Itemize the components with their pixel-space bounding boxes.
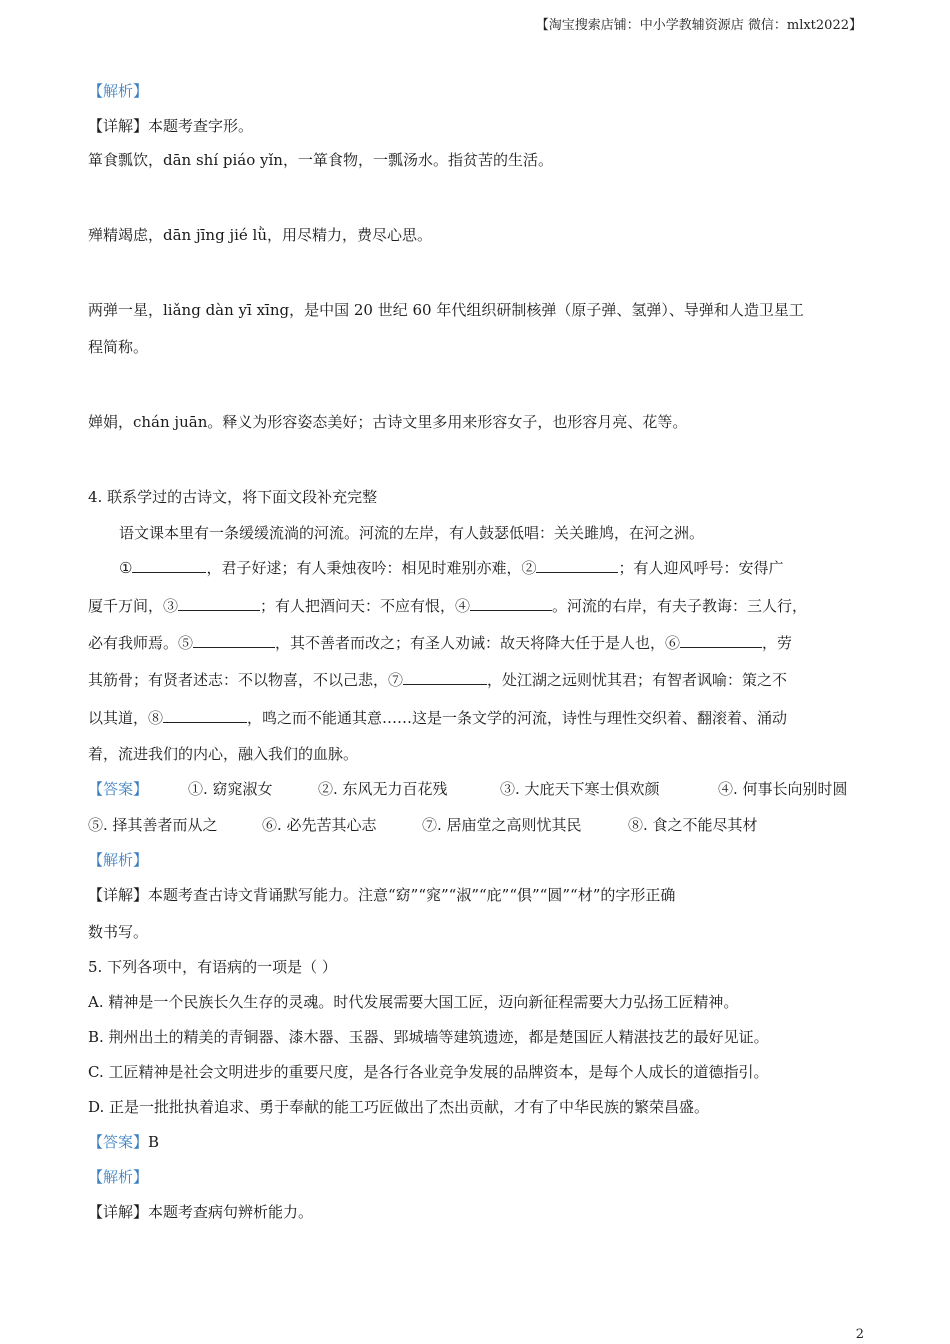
question-title: 5. 下列各项中，有语病的一项是（ ） [88,958,337,976]
passage-line [88,631,792,654]
passage-line [88,706,787,729]
answer-tag: 【答案】 [88,1133,149,1151]
option-a: A. 精神是一个民族长久生存的灵魂。时代发展需要大国工匠，迈向新征程需要大力弘扬工匠精神。 [88,993,739,1011]
fill-blank-3[interactable] [178,594,260,611]
page-number: 2 [855,1327,864,1342]
passage-text: ，处江湖之远则忧其君；有智者讽喻：策之不 [487,671,788,689]
answer-tag: 【答案】 [88,780,149,798]
passage-line [88,594,807,617]
page-header: 【淘宝搜索店铺：中小学教辅资源店 微信：mlxt2022】 [535,18,862,33]
fill-blank-6[interactable] [680,631,762,648]
explanation-line: 两弹一星，liǎng dàn yī xīng，是中国 20 世纪 60 年代组织研制核弹（原子弹、氢弹）、导弹和人造卫星工 [88,301,804,319]
passage-text: ，劳 [762,634,793,652]
fill-blank-7[interactable] [403,668,487,685]
passage-text: ；有人迎风呼号：安得广 [618,559,784,577]
passage-text: ，君子好逑；有人秉烛夜吟：相见时难别亦难，② [206,559,537,577]
answer-item: ⑧. 食之不能尽其材 [628,816,758,834]
fill-blank-4[interactable] [470,594,552,611]
passage-text: 厦千万间，③ [88,597,179,615]
answer-item: ①. 窈窕淑女 [188,780,273,798]
fill-blank-1[interactable] [132,556,206,573]
fill-blank-8[interactable] [163,706,247,723]
answer-item: ②. 东风无力百花残 [318,780,448,798]
answer-item: ⑤. 择其善者而从之 [88,816,218,834]
option-b: B. 荆州出土的精美的青铜器、漆木器、玉器、郢城墙等建筑遗迹，都是楚国匠人精湛技艺的最好见证。 [88,1028,769,1046]
answer-item: ⑦. 居庙堂之高则忧其民 [422,816,582,834]
question-title: 4. 联系学过的古诗文，将下面文段补充完整 [88,488,378,506]
detail-line: 【详解】本题考查病句辨析能力。 [88,1203,314,1221]
passage-line [119,556,783,579]
fill-blank-5[interactable] [193,631,275,648]
fill-blank-2[interactable] [536,556,618,573]
option-c: C. 工匠精神是社会文明进步的重要尺度，是各行各业竞争发展的品牌资本，是每个人成长的道德指引。 [88,1063,769,1081]
detail-line: 数书写。 [88,923,149,941]
answer-item: ⑥. 必先苦其心志 [262,816,377,834]
answer-item: ③. 大庇天下寒士俱欢颜 [500,780,660,798]
explanation-line: 殚精竭虑，dān jīng jié lǜ，用尽精力，费尽心思。 [88,226,433,244]
detail-line: 【详解】本题考查古诗文背诵默写能力。注意“窈”“窕”“淑”“庇”“俱”“圆”“材”的字形正确 [88,886,676,904]
passage-line [88,668,787,691]
analysis-tag: 【解析】 [88,82,149,100]
passage-text: 以其道，⑧ [88,709,164,727]
answer-row [88,814,868,836]
explanation-line: 婵娟，chán juān。释义为形容姿态美好；古诗文里多用来形容女子，也形容月亮、花等。 [88,413,688,431]
passage-text: 其筋骨；有贤者述志：不以物喜，不以己悲，⑦ [88,671,404,689]
analysis-tag: 【解析】 [88,1168,149,1186]
passage-text: ；有人把酒问天：不应有恨，④ [260,597,471,615]
blank-marker: ① [119,559,133,577]
passage-text: ，鸣之而不能通其意……这是一条文学的河流，诗性与理性交织着、翻滚着、涌动 [247,709,788,727]
passage-text: 必有我师焉。⑤ [88,634,194,652]
answer-row [88,778,868,800]
passage-line: 着，流进我们的内心，融入我们的血脉。 [88,745,359,763]
passage-line: 语文课本里有一条缓缓流淌的河流。河流的左岸，有人鼓瑟低唱：关关雎鸠，在河之洲。 [119,524,705,542]
explanation-line: 箪食瓢饮，dān shí piáo yǐn，一箪食物，一瓢汤水。指贫苦的生活。 [88,151,553,169]
passage-text: 。河流的右岸，有夫子教诲：三人行， [552,597,808,615]
analysis-tag: 【解析】 [88,851,149,869]
detail-line: 【详解】本题考查字形。 [88,117,254,135]
passage-text: ，其不善者而改之；有圣人劝诫：故天将降大任于是人也，⑥ [275,634,681,652]
option-d: D. 正是一批批执着追求、勇于奉献的能工巧匠做出了杰出贡献，才有了中华民族的繁荣昌盛。 [88,1098,710,1116]
answer-value: B [148,1133,160,1151]
explanation-line: 程简称。 [88,338,149,356]
answer-item: ④. 何事长向别时圆 [718,780,848,798]
answer-line [88,1131,159,1153]
